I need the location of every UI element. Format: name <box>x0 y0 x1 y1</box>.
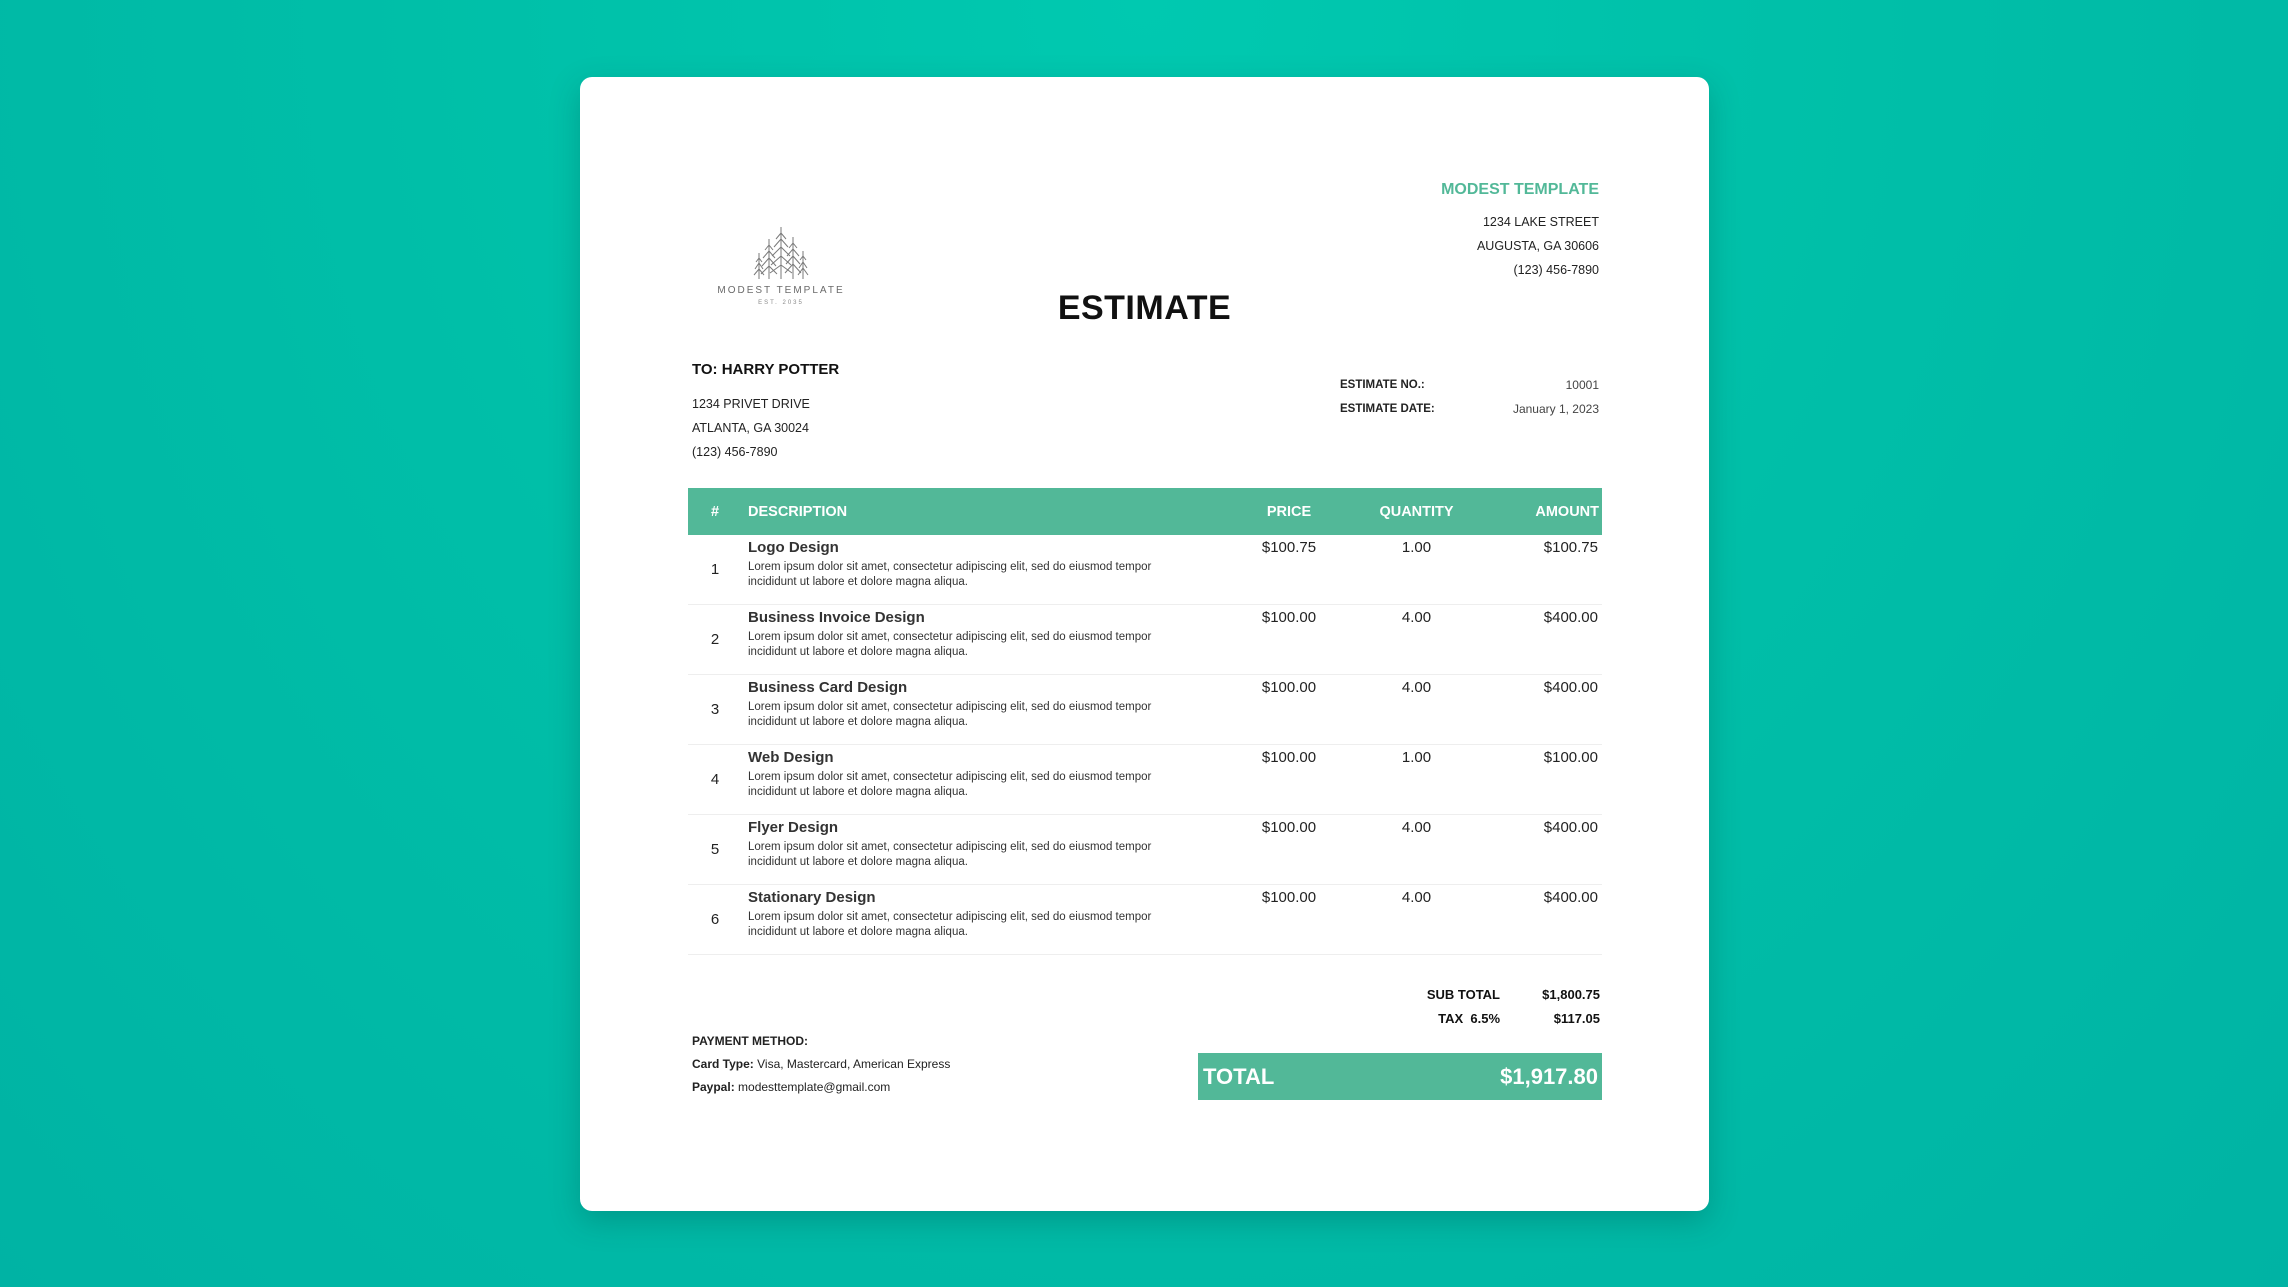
table-row <box>688 675 1602 745</box>
table-row <box>688 815 1602 885</box>
card-type-label: Card Type: <box>692 1057 754 1071</box>
row-amount: $400.00 <box>1543 609 1598 626</box>
row-price: $100.00 <box>1261 679 1317 696</box>
row-description <box>742 675 1234 744</box>
row-number: 3 <box>710 701 720 718</box>
item-text: Lorem ipsum dolor sit amet, consectetur adipiscing elit, sed do eiusmod tempor incididunt ut labore et dolore magna aliqua. <box>748 631 1152 658</box>
table-row <box>688 605 1602 675</box>
row-amount: $400.00 <box>1543 819 1598 836</box>
item-title: Web Design <box>748 749 834 766</box>
estimate-date-row <box>1340 397 1599 421</box>
bill-to <box>692 361 839 464</box>
row-price: $100.75 <box>1261 539 1317 556</box>
header-amount: AMOUNT <box>1535 503 1599 520</box>
item-title: Logo Design <box>748 539 839 556</box>
payment-heading: PAYMENT METHOD: <box>692 1034 809 1048</box>
company-name: MODEST TEMPLATE <box>1441 181 1599 198</box>
row-amount: $400.00 <box>1543 889 1598 906</box>
item-text: Lorem ipsum dolor sit amet, consectetur adipiscing elit, sed do eiusmod tempor incididunt ut labore et dolore magna aliqua. <box>748 841 1152 868</box>
row-description <box>742 535 1234 604</box>
totals-summary <box>1400 983 1600 1031</box>
header-price: PRICE <box>1266 503 1312 520</box>
row-price: $100.00 <box>1261 609 1317 626</box>
document-title: ESTIMATE <box>1057 289 1232 327</box>
company-city: AUGUSTA, GA 30606 <box>1476 239 1599 253</box>
estimate-meta <box>1340 373 1599 421</box>
row-amount: $400.00 <box>1543 679 1598 696</box>
row-quantity: 4.00 <box>1401 679 1432 696</box>
item-text: Lorem ipsum dolor sit amet, consectetur adipiscing elit, sed do eiusmod tempor incididunt ut labore et dolore magna aliqua. <box>748 911 1152 938</box>
row-description <box>742 885 1234 954</box>
bill-to-street: 1234 PRIVET DRIVE <box>692 397 810 411</box>
row-description <box>742 745 1234 814</box>
estimate-number: 10001 <box>1565 378 1599 392</box>
row-number: 5 <box>710 841 720 858</box>
bill-to-name: TO: HARRY POTTER <box>692 361 840 378</box>
table-row <box>688 535 1602 605</box>
row-number: 6 <box>710 911 720 928</box>
row-quantity: 4.00 <box>1401 609 1432 626</box>
bill-to-phone: (123) 456-7890 <box>692 445 778 459</box>
line-items-table <box>688 488 1602 955</box>
row-quantity: 1.00 <box>1401 749 1432 766</box>
row-price: $100.00 <box>1261 749 1317 766</box>
row-number: 1 <box>710 561 720 578</box>
table-header <box>688 488 1602 535</box>
estimate-number-label: ESTIMATE NO.: <box>1340 379 1425 391</box>
estimate-date: January 1, 2023 <box>1512 402 1599 416</box>
row-quantity: 4.00 <box>1401 889 1432 906</box>
tax-value: $117.05 <box>1553 1011 1600 1026</box>
row-amount: $100.75 <box>1543 539 1598 556</box>
item-title: Business Card Design <box>748 679 908 696</box>
subtotal-value: $1,800.75 <box>1542 987 1600 1002</box>
tax-label: TAX 6.5% <box>1438 1011 1500 1026</box>
logo-name: MODEST TEMPLATE <box>717 285 845 296</box>
row-number: 4 <box>710 771 720 788</box>
item-title: Stationary Design <box>748 889 876 906</box>
estimate-date-label: ESTIMATE DATE: <box>1340 403 1435 415</box>
row-price: $100.00 <box>1261 889 1317 906</box>
header-quantity: QUANTITY <box>1379 503 1454 520</box>
row-quantity: 1.00 <box>1401 539 1432 556</box>
paypal-line <box>692 1076 950 1099</box>
payment-method <box>692 1029 950 1099</box>
table-row <box>688 745 1602 815</box>
card-type-line <box>692 1053 950 1076</box>
row-description <box>742 605 1234 674</box>
bill-to-city: ATLANTA, GA 30024 <box>692 421 809 435</box>
company-info <box>1441 181 1599 282</box>
item-text: Lorem ipsum dolor sit amet, consectetur adipiscing elit, sed do eiusmod tempor incididunt ut labore et dolore magna aliqua. <box>748 561 1152 588</box>
row-price: $100.00 <box>1261 819 1317 836</box>
row-quantity: 4.00 <box>1401 819 1432 836</box>
header-description: DESCRIPTION <box>748 503 848 520</box>
header-number: # <box>710 503 720 520</box>
row-amount: $100.00 <box>1543 749 1598 766</box>
grand-total-bar <box>1198 1053 1602 1100</box>
item-title: Business Invoice Design <box>748 609 925 626</box>
estimate-number-row <box>1340 373 1599 397</box>
table-row <box>688 885 1602 955</box>
pine-trees-icon <box>751 225 811 281</box>
row-number: 2 <box>710 631 720 648</box>
subtotal-row <box>1400 983 1600 1007</box>
item-text: Lorem ipsum dolor sit amet, consectetur adipiscing elit, sed do eiusmod tempor incididunt ut labore et dolore magna aliqua. <box>748 701 1152 728</box>
tax-row <box>1400 1007 1600 1031</box>
subtotal-label: SUB TOTAL <box>1426 987 1500 1002</box>
card-type-value: Visa, Mastercard, American Express <box>757 1057 951 1071</box>
total-value: $1,917.80 <box>1500 1063 1598 1089</box>
paypal-value: modesttemplate@gmail.com <box>738 1080 891 1094</box>
total-label: TOTAL <box>1203 1063 1275 1089</box>
row-description <box>742 815 1234 884</box>
estimate-page <box>580 77 1709 1211</box>
company-street: 1234 LAKE STREET <box>1482 215 1599 229</box>
company-phone: (123) 456-7890 <box>1513 263 1599 277</box>
logo-established: EST. 2035 <box>758 300 804 306</box>
paypal-label: Paypal: <box>692 1080 735 1094</box>
item-text: Lorem ipsum dolor sit amet, consectetur adipiscing elit, sed do eiusmod tempor incididunt ut labore et dolore magna aliqua. <box>748 771 1152 798</box>
item-title: Flyer Design <box>748 819 839 836</box>
